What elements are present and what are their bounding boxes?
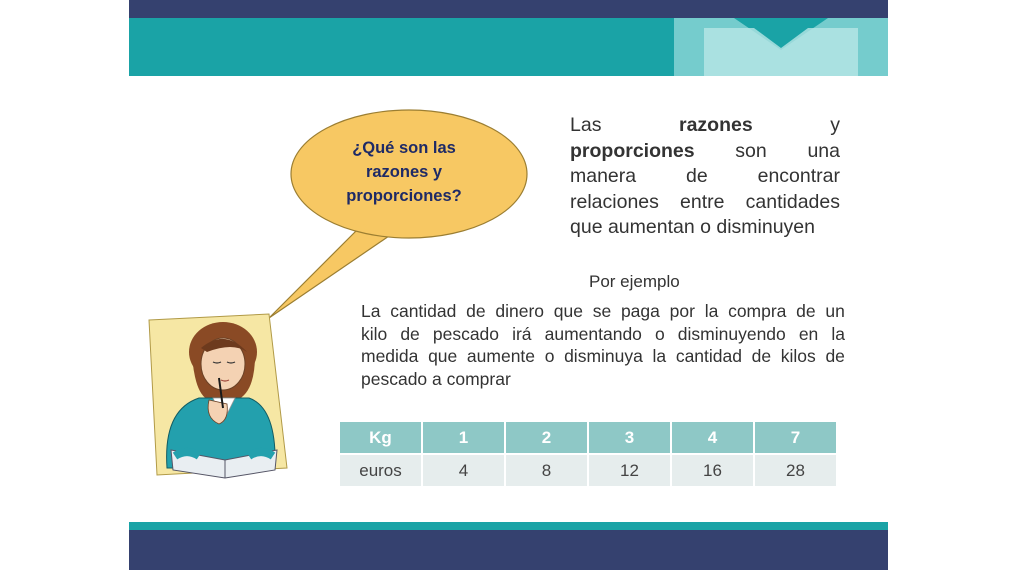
keyword-razones: razones	[679, 114, 753, 136]
example-line: medida que aumente o disminuya la cantidad de kilos de	[361, 346, 845, 366]
word: relaciones	[570, 190, 659, 213]
bubble-line: razones y	[365, 163, 443, 181]
table-cell: 12	[589, 455, 670, 486]
word: manera	[570, 165, 637, 187]
footer-teal-band	[129, 522, 888, 530]
table-cell: 8	[506, 455, 587, 486]
table-row	[340, 455, 836, 486]
word: Las	[570, 114, 602, 136]
slide	[129, 0, 888, 576]
bubble-question	[301, 136, 507, 208]
example-line: pescado a comprar	[361, 368, 511, 389]
example-line: kilo de pescado irá aumentando o disminuyendo en la	[361, 323, 845, 344]
word: y	[830, 114, 840, 136]
keyword-proporciones: proporciones	[570, 139, 695, 162]
chevron-decoration	[674, 18, 888, 76]
word: cantidades	[745, 190, 840, 213]
footer-navy-band	[129, 530, 888, 570]
table-header-row	[340, 422, 836, 455]
header-navy-band	[129, 0, 888, 18]
table-cell: Kg	[340, 422, 421, 455]
table-cell: 4	[423, 455, 504, 486]
example-line: La cantidad de dinero que se paga por la compra de un	[361, 301, 845, 321]
example-label: Por ejemplo	[589, 272, 680, 291]
table-cell: 7	[755, 422, 836, 455]
intro-paragraph	[570, 113, 840, 241]
word: de	[686, 165, 708, 187]
table-cell: 16	[672, 455, 753, 486]
word: entre	[680, 190, 725, 213]
bubble-line: proporciones?	[346, 187, 462, 205]
table-cell: 3	[589, 422, 670, 455]
example-paragraph	[361, 300, 845, 390]
table-cell: 2	[506, 422, 587, 455]
bubble-line: ¿Qué son las	[352, 139, 456, 157]
table-cell: euros	[340, 455, 421, 486]
table-cell: 28	[755, 455, 836, 486]
table-cell: 4	[672, 422, 753, 455]
intro-last-line: que aumentan o disminuyen	[570, 216, 815, 238]
table-cell: 1	[423, 422, 504, 455]
word: encontrar	[757, 165, 840, 187]
proportion-table	[338, 422, 838, 486]
word: son	[735, 139, 767, 162]
word: una	[807, 139, 840, 162]
thinking-woman-illustration	[137, 300, 297, 490]
